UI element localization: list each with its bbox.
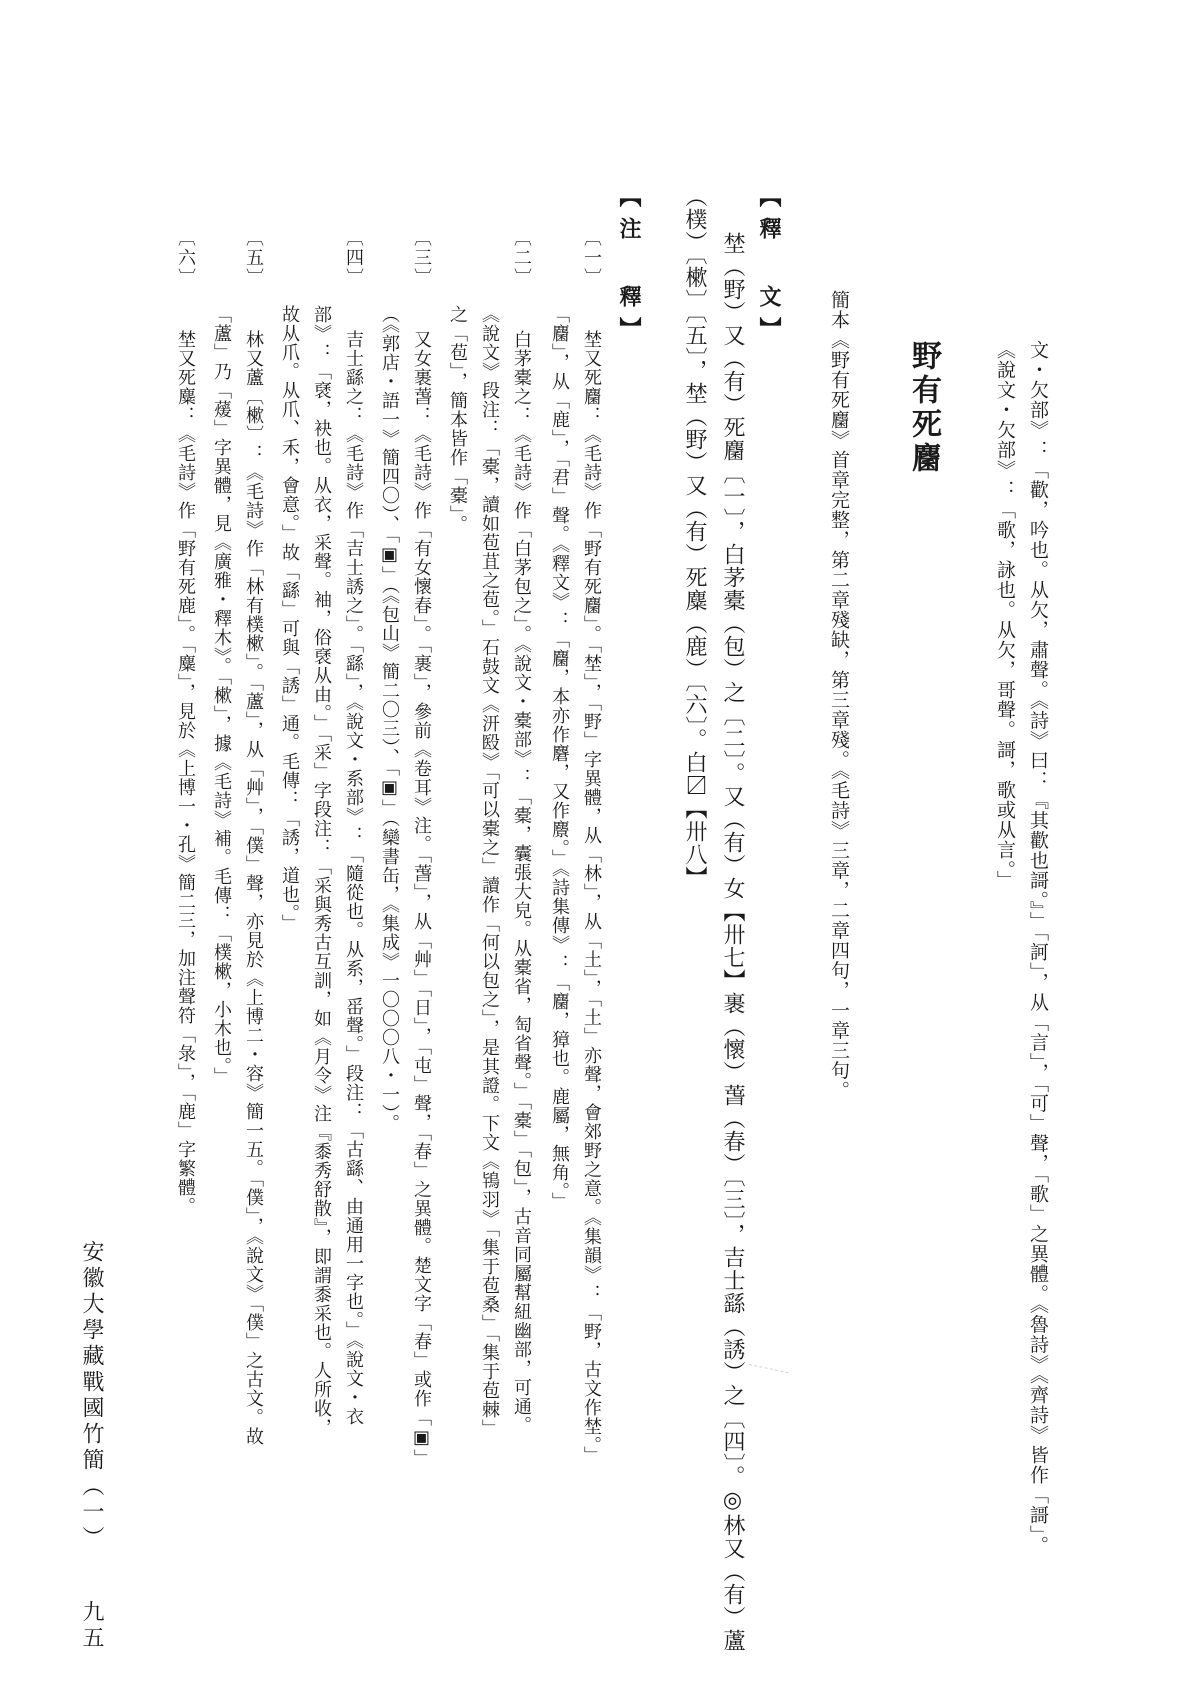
note-number: 〔三〕 — [411, 228, 432, 288]
note-2-line-1: 白茅橐之：《毛詩》作「白茅包之」。《說文・橐部》：「橐，囊張大皃。从橐省，匋省聲。」「橐」「包」，古音同屬幫紐幽部，可通。 — [511, 330, 532, 1435]
page-number: 九五 — [79, 1600, 104, 1652]
note-4-line-3: 故从爪。从爪、禾，會意。」故「繇」可與「誘」通。毛傳：「誘，道也。」 — [279, 305, 300, 933]
continuation-line-1: 文・欠部》：「歡，吟也。从欠，肅聲。《詩》曰：『其歡也謌。』」「訶」，从「言」，「可」聲，「歌」之異體。《魯詩》《齊詩》皆作「謌」。 — [1027, 340, 1049, 1556]
shiwen-line-1: 埜（野）又（有）死麕〔一〕，白茅橐（包）之〔二〕。又（有）女【卅七】裹（懷）萅（春）〔三〕，吉士繇（誘）之〔四〕。◎林又（有）蘆 — [720, 232, 745, 1652]
note-6-line-1: 埜又死麋：《毛詩》作「野有死鹿」。「麋」，見於《上博一・孔》簡二三，加注聲符「彔」，「鹿」字繁體。 — [175, 330, 196, 1216]
note-number: 〔五〕 — [243, 228, 264, 288]
note-1-line-2: 「麕」，从「鹿」，「君」聲。《釋文》：「麕，本亦作麏，又作麖。」《詩集傳》：「麕，獐也。鹿屬，無角。」 — [549, 305, 570, 1211]
note-1-line-1: 埜又死麕：《毛詩》作「野有死麕」。「埜」，「野」字異體，从「林」，从「土」，「土」亦聲，會郊野之意。《集韻》：「野，古文作埜。」 — [581, 330, 602, 1465]
note-5-line-1: 林又蘆〔樕〕：《毛詩》作「林有樸樕」。「蘆」，从「艸」，「僕」聲，亦見於《上博二・容》簡一五。「僕」，《說文》「僕」之古文。故 — [243, 330, 264, 1446]
zhushi-heading: 【注 釋】 — [616, 185, 642, 349]
note-number: 〔一〕 — [581, 228, 602, 288]
note-4-line-1: 吉士繇之：《毛詩》作「吉士誘之」。「繇」，《說文・系部》：「隨從也。从系，䍃聲。」段注：「古繇、由通用一字也。」《說文・衣 — [343, 330, 364, 1426]
note-2-line-3: 之「苞」，簡本皆作「橐」。 — [447, 305, 468, 534]
note-number: 〔六〕 — [175, 228, 196, 288]
book-title-footer: 安徽大學藏戰國竹簡（一） — [79, 1240, 104, 1552]
intro-paragraph: 簡本《野有死麕》首章完整，第二章殘缺，第三章殘。《毛詩》三章，二章四句，一章三句。 — [828, 290, 850, 1101]
note-4-line-2: 部》：「褎，袂也。从衣，采聲。袖，俗褎从由。」「采」字段注：「采與秀古互訓，如《月令》注『黍秀舒散』，即謂黍采也。人所收， — [311, 305, 332, 1437]
note-3-line-1: 又女裹萅：《毛詩》作「有女懷春」。「裹」，參前《卷耳》注。「萅」，从「艸」「日」，「屯」聲，「春」之異體。楚文字「春」或作「▣」 — [411, 330, 432, 1468]
shiwen-line-2: （樸）〔樕〕〔五〕，埜（野）又（有）死麋（鹿）〔六〕。白〼【卅八】 — [682, 185, 707, 889]
shiwen-heading: 【釋 文】 — [756, 185, 782, 349]
note-number: 〔四〕 — [343, 228, 364, 288]
note-3-line-2: （《郭店・語一》簡四〇）、「▣」（《包山》簡二〇三）、「▣」（欒書缶，《集成》一〇〇〇八・一）。 — [379, 305, 400, 1133]
note-5-line-2: 「蘆」乃「蕿」字異體，見《廣雅・釋木》。「樕」，據《毛詩》補。毛傳：「樸樕，小木也。」 — [211, 305, 232, 1086]
note-2-line-2: 《說文》段注：「橐，讀如苞苴之苞。」石鼓文《汧殹》「可以橐之」讀作「何以包之」，是其證。下文《鴇羽》「集于苞桑」「集于苞棘」 — [479, 305, 500, 1438]
poem-title: 野有死麕 — [906, 340, 941, 476]
note-number: 〔二〕 — [511, 228, 532, 288]
continuation-line-2: 《說文・欠部》：「歌，詠也。从欠，哥聲。謌，歌或从言。」 — [994, 340, 1016, 891]
scan-smudge — [748, 1364, 789, 1379]
